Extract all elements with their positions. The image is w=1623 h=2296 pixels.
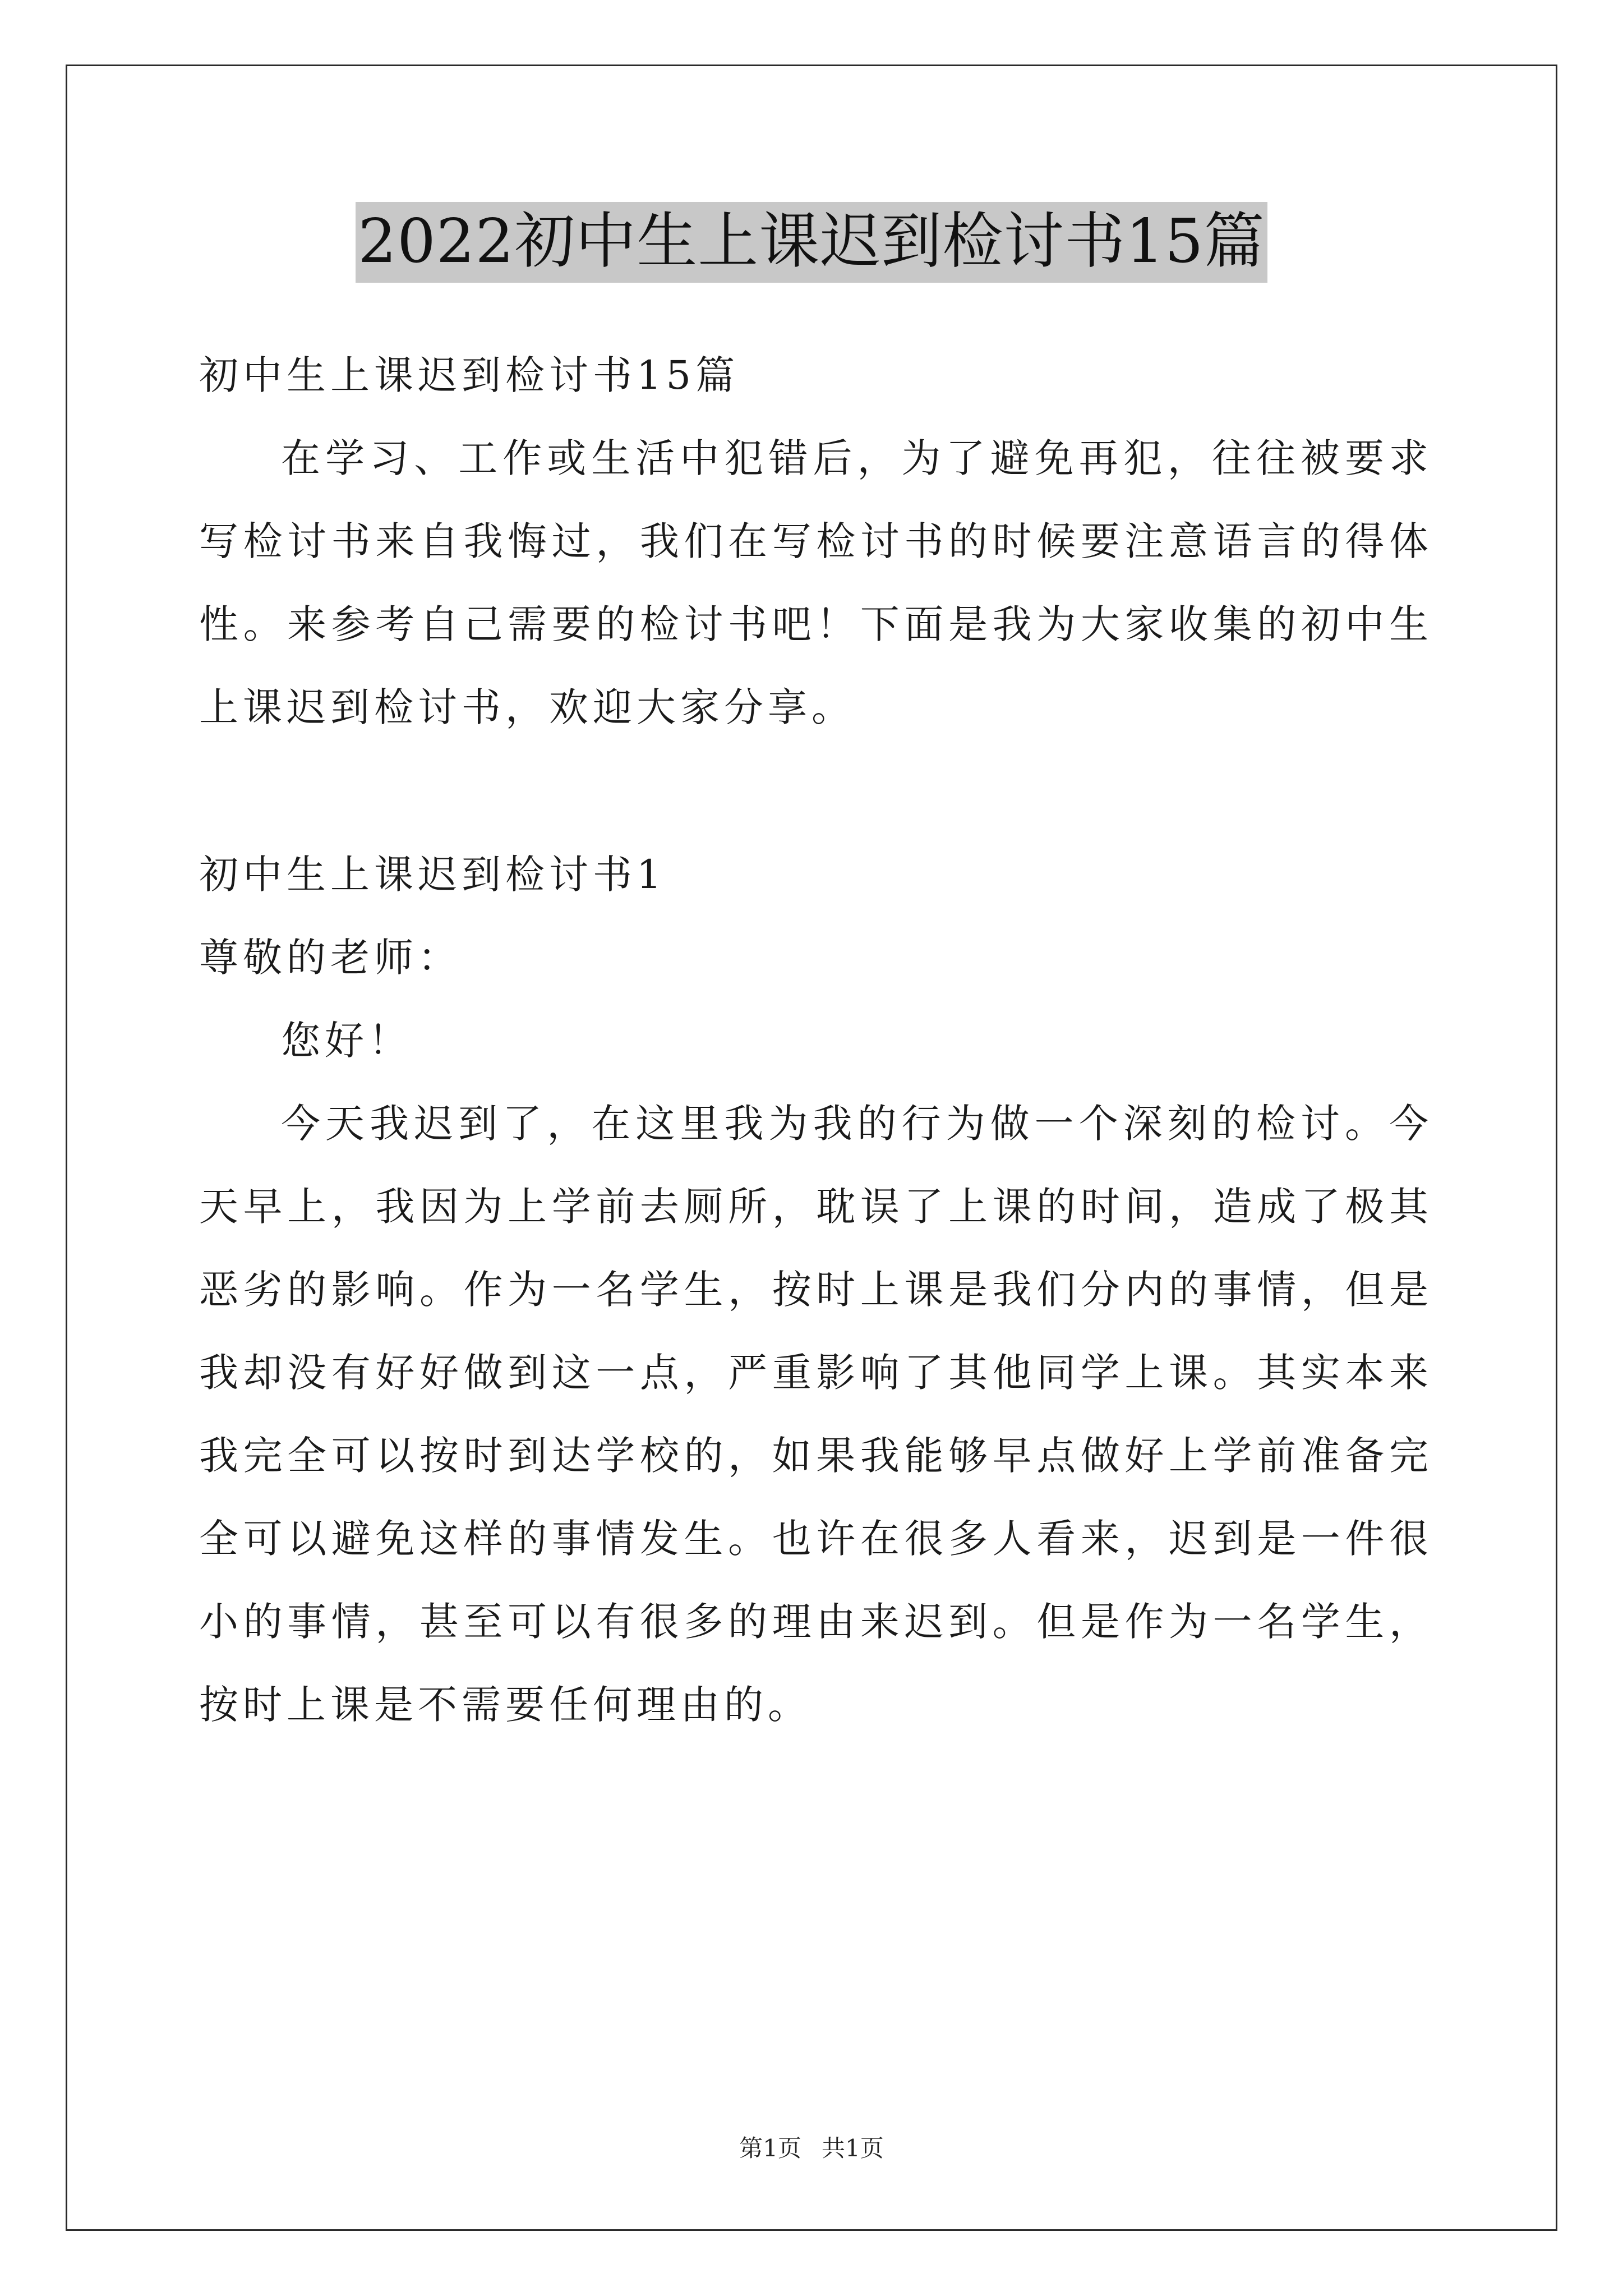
title-container bbox=[0, 202, 1623, 283]
page-footer bbox=[0, 2133, 1623, 2164]
body-paragraph: 今天我迟到了，在这里我为我的行为做一个深刻的检讨。今天早上，我因为上学前去厕所，耽误了上课的时间，造成了极其恶劣的影响。作为一名学生，按时上课是我们分内的事情，但是我却没有好好做到这一点，严重影响了其他同学上课。其实本来我完全可以按时到达学校的，如果我能够早点做好上学前准备完全可以避免这样的事情发生。也许在很多人看来，迟到是一件很小的事情，甚至可以有很多的理由来迟到。但是作为一名学生，按时上课是不需要任何理由的。 bbox=[199, 1101, 1433, 1728]
document-body bbox=[199, 306, 1433, 1746]
intro-paragraph: 在学习、工作或生活中犯错后，为了避免再犯，往往被要求写检讨书来自我悔过，我们在写检讨书的时候要注意语言的得体性。来参考自己需要的检讨书吧！下面是我为大家收集的初中生上课迟到检讨书，欢迎大家分享。 bbox=[199, 435, 1433, 730]
document-title: 2022初中生上课迟到检讨书15篇 bbox=[356, 202, 1267, 283]
section-heading: 初中生上课迟到检讨书1 bbox=[199, 852, 666, 898]
page-total: 共1页 bbox=[822, 2134, 884, 2162]
subtitle: 初中生上课迟到检讨书15篇 bbox=[199, 352, 740, 398]
salutation: 尊敬的老师： bbox=[199, 935, 462, 981]
page-number: 第1页 bbox=[739, 2134, 801, 2162]
greeting: 您好！ bbox=[281, 1018, 412, 1064]
